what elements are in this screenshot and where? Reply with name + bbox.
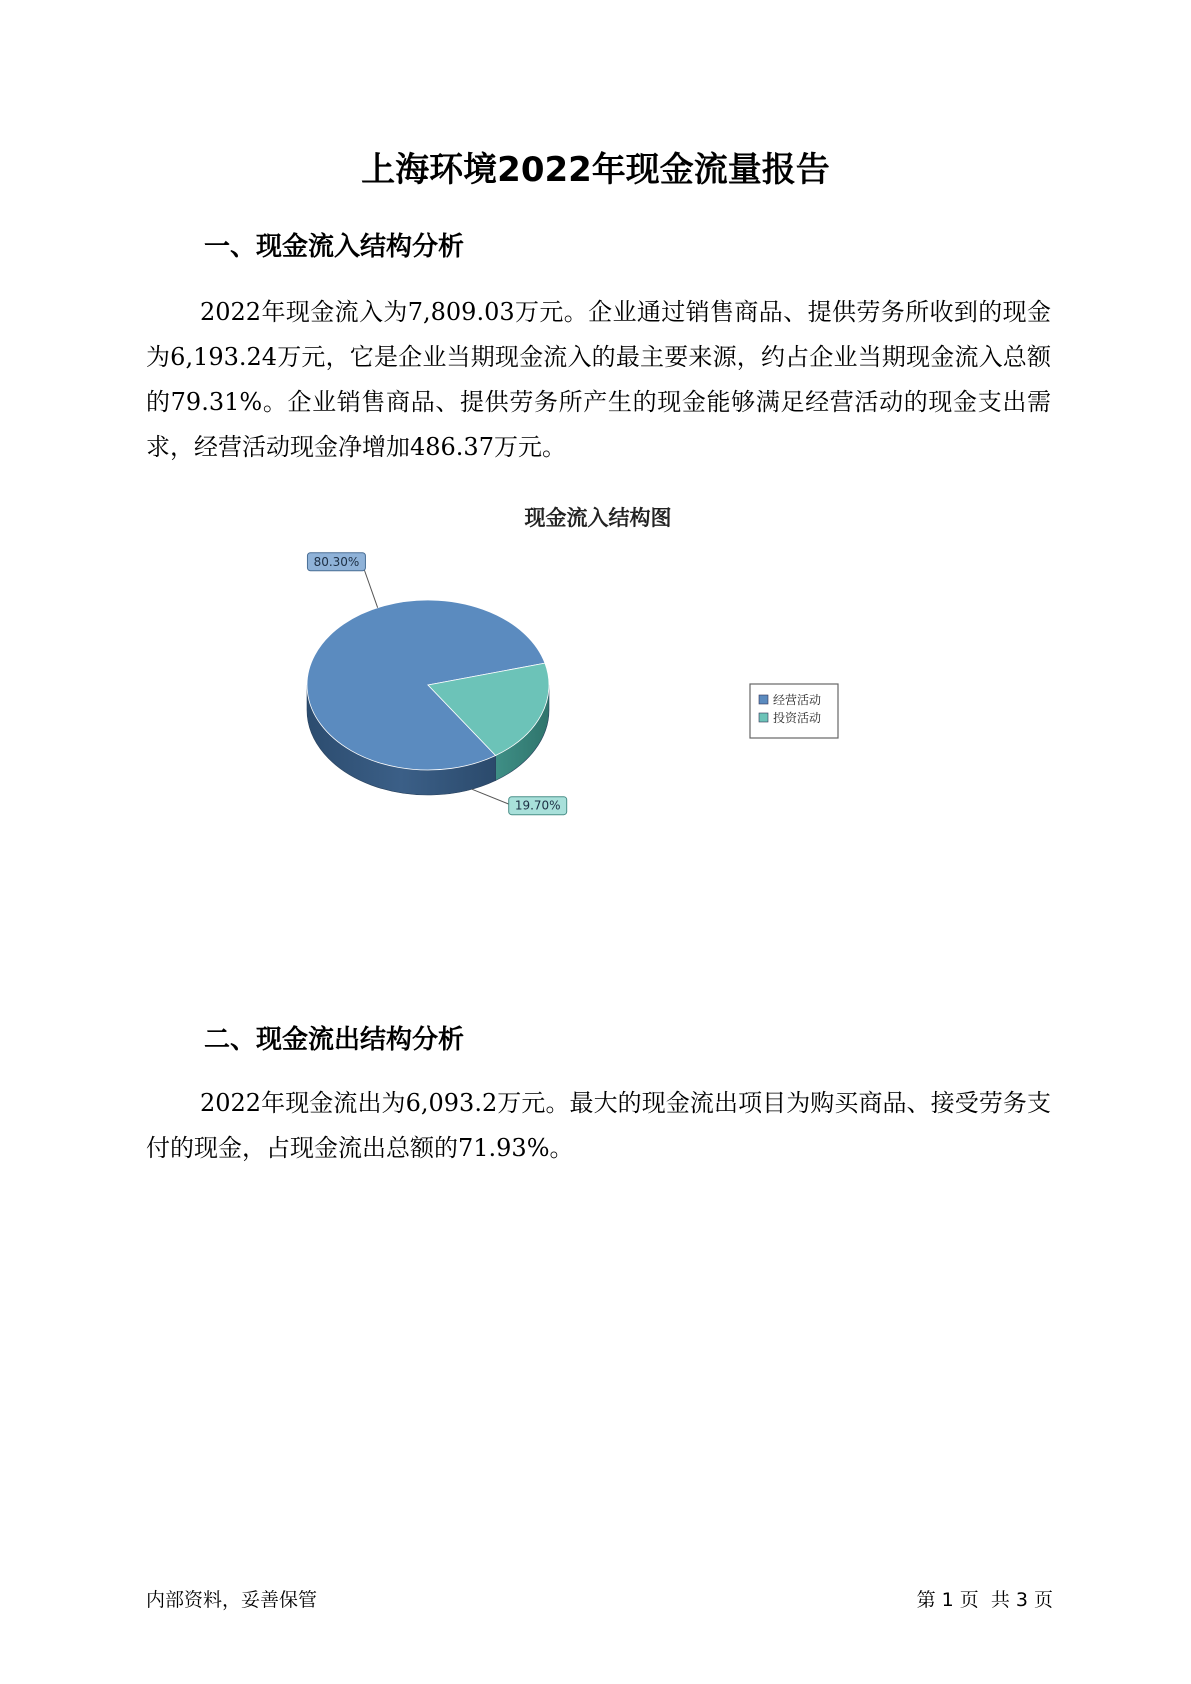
chart-title: 现金流入结构图: [524, 506, 672, 530]
section-paragraph-cash-inflow: 2022年现金流入为7,809.03万元。企业通过销售商品、提供劳务所收到的现金为6,193.24万元，它是企业当期现金流入的最主要来源，约占企业当期现金流入总额的79.31%。企业销售商品、提供劳务所产生的现金能够满足经营活动的现金支出需求，经营活动现金净增加486.37万元。: [146, 298, 1051, 461]
legend-swatch-investing: [759, 713, 768, 722]
document-title: 上海环境2022年现金流量报告: [361, 150, 830, 190]
legend-swatch-operating: [759, 695, 768, 704]
footer-confidential-note: 内部资料，妥善保管: [146, 1589, 318, 1611]
legend-label-investing: 投资活动: [773, 711, 822, 725]
pie-layer: [307, 553, 567, 815]
footer-page-number: 第 1 页 共 3 页: [916, 1589, 1053, 1611]
data-label-investing: 19.70%: [514, 798, 561, 813]
cash-inflow-pie-chart: [0, 495, 1191, 825]
data-label-operating: 80.30%: [313, 554, 360, 569]
data-label-investing-leader: [472, 789, 513, 805]
section-heading-cash-outflow: 二、现金流出结构分析: [204, 1025, 465, 1055]
section-heading-cash-inflow: 一、现金流入结构分析: [204, 232, 465, 262]
legend-label-operating: 经营活动: [773, 693, 822, 707]
section-paragraph-cash-outflow: 2022年现金流出为6,093.2万元。最大的现金流出项目为购买商品、接受劳务支付的现金，占现金流出总额的71.93%。: [146, 1089, 1051, 1162]
